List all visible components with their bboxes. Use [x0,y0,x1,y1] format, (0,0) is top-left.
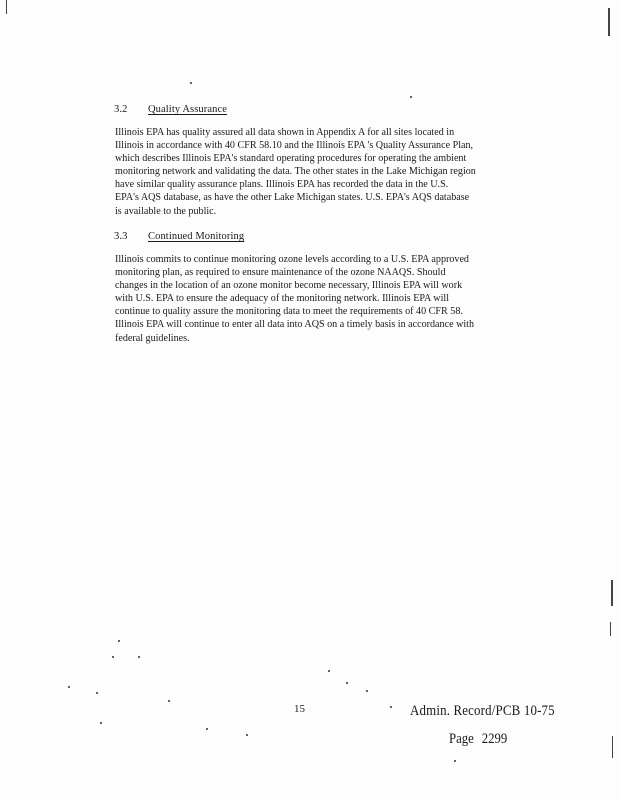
paragraph-line: monitoring plan, as required to ensure maintenance of the ozone NAAQS. Should [115,267,446,279]
section-heading-continued-monitoring [114,231,244,242]
scan-speck [246,734,248,736]
scan-speck [206,728,208,730]
scan-speck [190,82,192,84]
scan-edge-mark [611,580,613,606]
section-title: Continued Monitoring [148,231,245,242]
scan-speck [68,686,70,688]
paragraph-line: federal guidelines. [115,332,190,344]
page-number: 15 [294,703,305,715]
paragraph-line: Illinois EPA will continue to enter all data into AQS on a timely basis in accordance with [115,319,475,331]
scan-speck [328,670,330,672]
scan-speck [112,656,114,658]
scan-edge-mark [608,8,610,36]
scan-speck [346,682,348,684]
continued-monitoring-paragraph [115,253,495,345]
paragraph-line: Illinois commits to continue monitoring ozone levels according to a U.S. EPA approved [115,254,469,265]
section-title: Quality Assurance [148,104,227,115]
paragraph-line: is available to the public. [115,205,217,217]
paragraph-line: continue to quality assure the monitoring data to meet the requirements of 40 CFR 58. [115,306,463,318]
page-stamp-number: 2299 [481,731,508,747]
scan-speck [366,690,368,692]
scan-speck [454,760,456,762]
scan-edge-mark [6,0,7,14]
quality-assurance-paragraph [115,126,495,218]
section-heading-quality-assurance [114,104,227,115]
scan-speck [96,692,98,694]
paragraph-line: changes in the location of an ozone monitor become necessary, Illinois EPA will work [115,280,463,292]
scan-speck [168,700,170,702]
scan-speck [100,722,102,724]
scan-speck [390,706,392,708]
scan-edge-mark [610,622,611,636]
paragraph-line: which describes Illinois EPA's standard operating procedures for operating the ambient [115,153,467,165]
scan-speck [138,656,140,658]
paragraph-line: have similar quality assurance plans. Illinois EPA has recorded the data in the U.S. [115,179,449,191]
paragraph-line: monitoring network and validating the data. The other states in the Lake Michigan region [115,166,476,178]
section-number: 3.2 [114,104,128,115]
admin-record-stamp: Admin. Record/PCB 10-75 [410,703,555,719]
paragraph-line: EPA's AQS database, as have the other Lake Michigan states. U.S. EPA's AQS database [115,192,470,204]
scan-edge-mark [612,736,613,758]
page-stamp [449,731,507,748]
paragraph-line: with U.S. EPA to ensure the adequacy of the monitoring network. Illinois EPA will [115,293,450,305]
paragraph-line: Illinois EPA has quality assured all data shown in Appendix A for all sites located in [115,127,455,138]
scan-speck [118,640,120,642]
page-stamp-label: Page [449,731,474,747]
paragraph-line: Illinois in accordance with 40 CFR 58.10 and the Illinois EPA 's Quality Assurance Plan, [115,140,474,152]
scan-speck [410,96,412,98]
section-number: 3.3 [114,231,128,242]
